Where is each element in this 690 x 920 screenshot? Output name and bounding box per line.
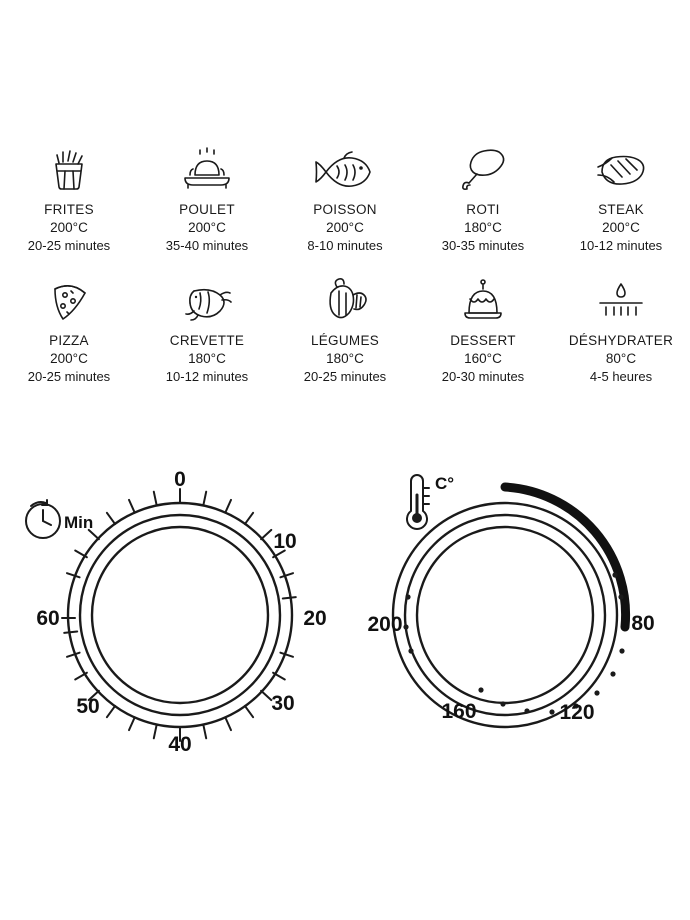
meat-leg-icon [455, 140, 511, 196]
cooking-presets-grid [0, 140, 690, 384]
temp-unit-label: C° [435, 474, 455, 493]
timer-tick-60: 60 [36, 607, 60, 630]
preset-time: 10-12 minutes [579, 238, 663, 253]
preset-name: ROTI [466, 202, 500, 217]
timer-tick-40: 40 [168, 733, 192, 756]
preset-name: POULET [179, 202, 235, 217]
shrimp-icon [176, 271, 238, 327]
preset-time: 35-40 minutes [165, 238, 249, 253]
preset-roti [414, 140, 552, 253]
preset-deshydrater [552, 271, 690, 384]
fries-icon [42, 140, 96, 196]
preset-time: 30-35 minutes [441, 238, 525, 253]
preset-temp: 180°C [326, 351, 364, 366]
preset-poisson [276, 140, 414, 253]
preset-poulet [138, 140, 276, 253]
timer-dial[interactable] [0, 455, 345, 785]
preset-time: 20-25 minutes [27, 238, 111, 253]
preset-time: 20-25 minutes [27, 369, 111, 384]
timer-tick-10: 10 [273, 530, 297, 553]
preset-crevette [138, 271, 276, 384]
preset-name: LÉGUMES [310, 333, 380, 348]
preset-temp: 200°C [50, 351, 88, 366]
cake-icon [455, 271, 511, 327]
preset-pizza [0, 271, 138, 384]
control-dials [0, 455, 690, 785]
preset-dessert [414, 271, 552, 384]
dehydrate-icon [590, 271, 652, 327]
preset-frites [0, 140, 138, 253]
timer-tick-0: 0 [174, 468, 186, 491]
timer-tick-20: 20 [303, 607, 327, 630]
preset-temp: 200°C [326, 220, 364, 235]
preset-time: 10-12 minutes [165, 369, 249, 384]
temp-tick-200: 200 [367, 613, 403, 636]
preset-name: DESSERT [450, 333, 516, 348]
preset-name: DÉSHYDRATER [568, 333, 674, 348]
temperature-dial[interactable] [345, 455, 690, 785]
timer-unit-label: Min [64, 513, 94, 532]
preset-temp: 80°C [605, 351, 637, 366]
preset-name: CREVETTE [169, 333, 245, 348]
preset-temp: 180°C [188, 351, 226, 366]
thermometer-icon [407, 475, 429, 529]
temp-tick-160: 160 [441, 700, 477, 723]
preset-time: 4-5 heures [589, 369, 653, 384]
preset-steak [552, 140, 690, 253]
timer-tick-50: 50 [76, 695, 100, 718]
preset-legumes [276, 271, 414, 384]
vegetables-icon [315, 271, 375, 327]
timer-tick-30: 30 [271, 692, 295, 715]
preset-time: 20-25 minutes [303, 369, 387, 384]
preset-temp: 200°C [188, 220, 226, 235]
preset-temp: 200°C [602, 220, 640, 235]
clock-icon [26, 500, 60, 538]
temp-tick-80: 80 [631, 612, 655, 635]
preset-name: POISSON [313, 202, 377, 217]
preset-temp: 160°C [464, 351, 502, 366]
preset-time: 8-10 minutes [307, 238, 383, 253]
pizza-icon [41, 271, 97, 327]
temp-tick-120: 120 [559, 701, 595, 724]
steak-icon [590, 140, 652, 196]
fish-icon [310, 140, 380, 196]
preset-name: STEAK [598, 202, 644, 217]
preset-name: FRITES [44, 202, 94, 217]
preset-name: PIZZA [49, 333, 89, 348]
preset-temp: 180°C [464, 220, 502, 235]
chicken-icon [174, 140, 240, 196]
preset-time: 20-30 minutes [441, 369, 525, 384]
preset-temp: 200°C [50, 220, 88, 235]
